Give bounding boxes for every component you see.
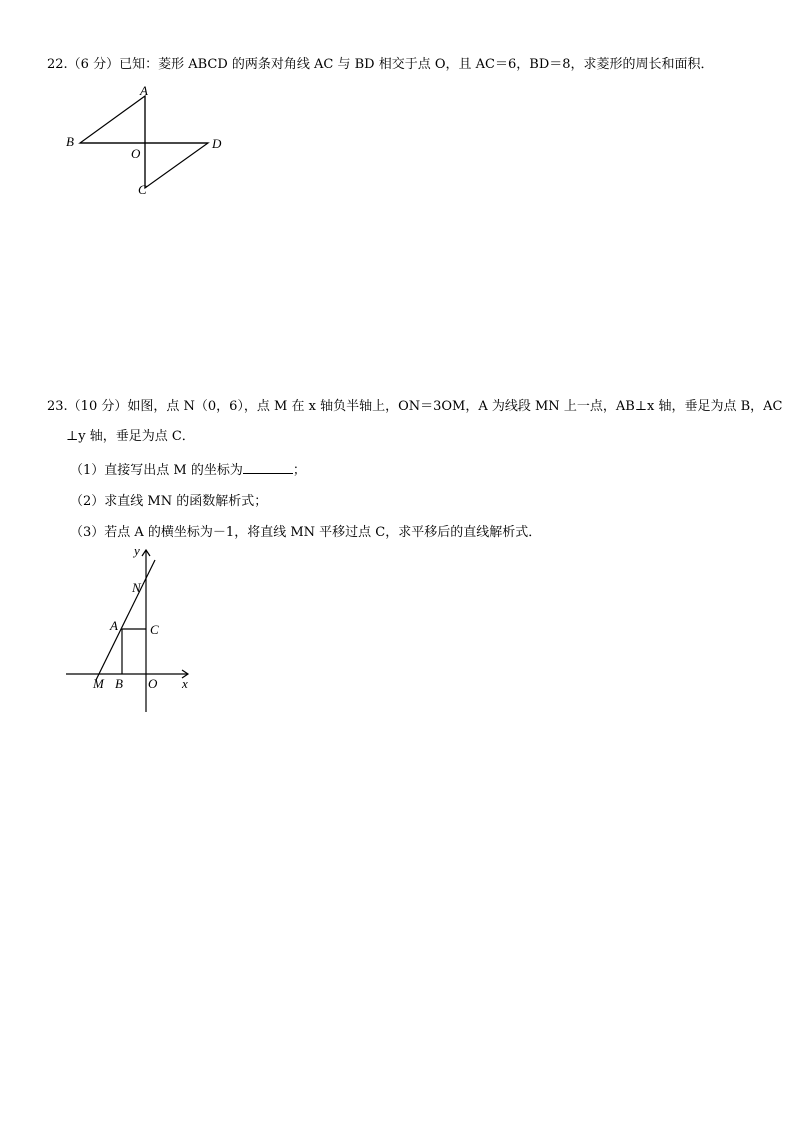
- label-a: A: [140, 84, 148, 98]
- rhombus-figure: [60, 84, 230, 199]
- answer-blank: [243, 461, 293, 474]
- question-23-line2: ⊥y 轴，垂足为点 C．: [66, 429, 195, 444]
- label-n: N: [132, 580, 141, 595]
- label-o: O: [148, 676, 158, 691]
- question-22-text: 22.（6 分）已知：菱形 ABCD 的两条对角线 AC 与 BD 相交于点 O，且 AC＝6，BD＝8，求菱形的周长和面积．: [47, 57, 714, 72]
- label-a: A: [110, 618, 118, 633]
- label-m: M: [93, 676, 104, 691]
- question-23-part3: （3）若点 A 的横坐标为－1，将直线 MN 平移过点 C，求平移后的直线解析式．: [70, 525, 542, 540]
- rhombus-shape: [80, 96, 208, 188]
- label-x: x: [182, 676, 188, 691]
- label-c: C: [138, 182, 147, 197]
- question-23-line1: 23.（10 分）如图，点 N（0，6），点 M 在 x 轴负半轴上，ON＝3OM，A 为线段 MN 上一点，AB⊥x 轴，垂足为点 B，AC: [47, 399, 783, 414]
- label-b: B: [66, 134, 74, 149]
- label-b: B: [115, 676, 123, 691]
- question-23-part2: （2）求直线 MN 的函数解析式；: [70, 494, 268, 509]
- label-c: C: [150, 622, 159, 637]
- label-d: D: [212, 136, 222, 151]
- coordinate-figure: [60, 540, 210, 720]
- label-o: O: [131, 146, 141, 161]
- question-23-part1: [70, 461, 306, 480]
- label-y: y: [134, 543, 140, 558]
- part1-text: （1）直接写出点 M 的坐标为: [70, 463, 243, 478]
- part1-punct: ；: [292, 463, 306, 478]
